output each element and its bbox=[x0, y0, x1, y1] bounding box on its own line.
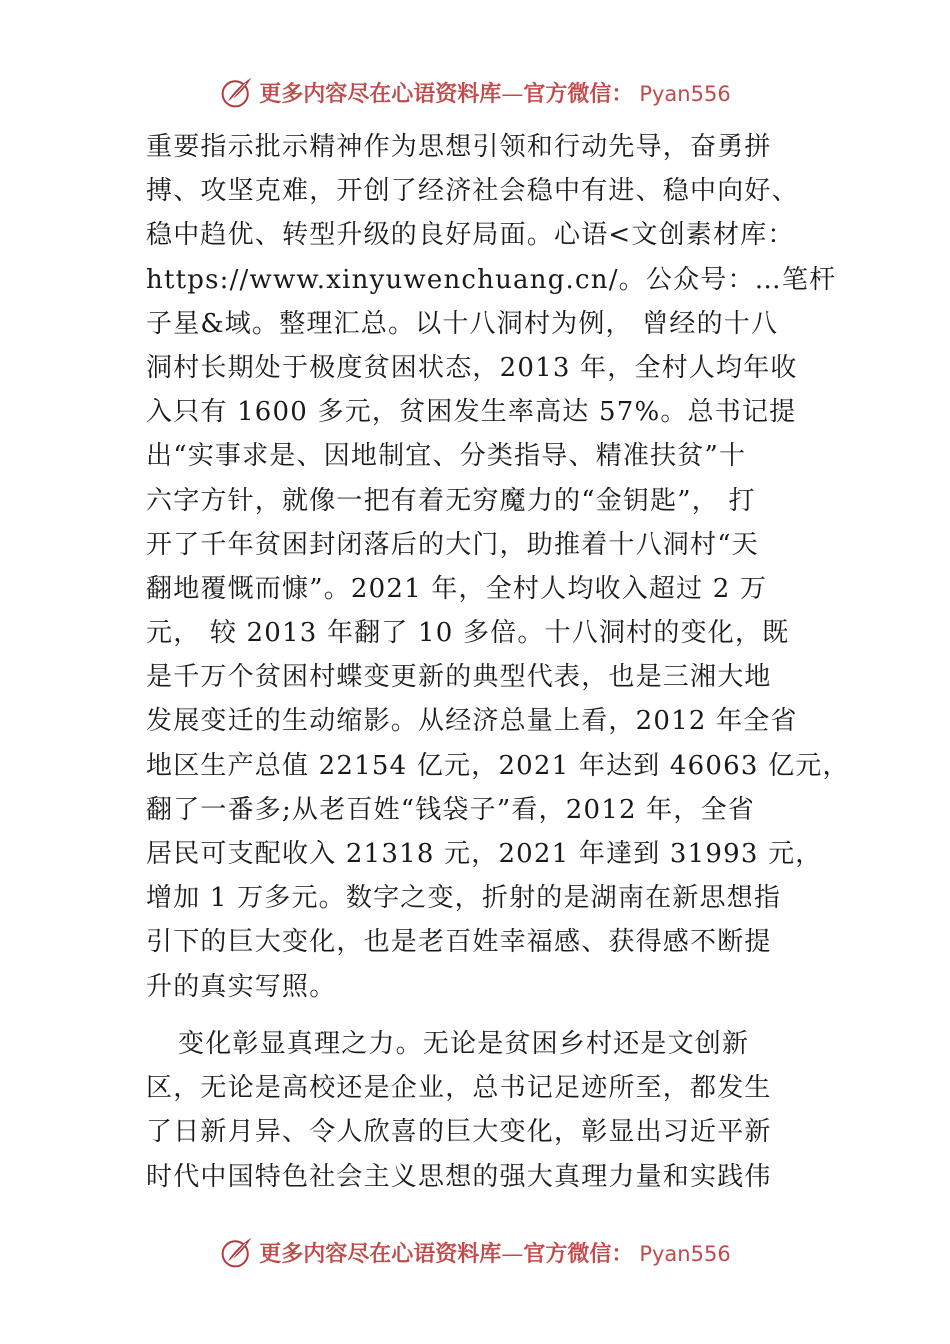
text-line: 了日新月异、令人欣喜的巨大变化，彰显出习近平新 bbox=[146, 1117, 772, 1148]
text-line: 是千万个贫困村蝶变更新的典型代表，也是三湘大地 bbox=[146, 662, 772, 693]
header-watermark bbox=[0, 70, 950, 114]
watermark-wechat-label: 官方微信： bbox=[523, 80, 634, 107]
text-line: 居民可支配收入 21318 元，2021 年達到 31993 元， bbox=[146, 839, 823, 869]
watermark-wechat-id: Pyan556 bbox=[639, 81, 731, 106]
watermark-wechat-id: Pyan556 bbox=[639, 1241, 731, 1266]
paragraph-1 bbox=[146, 125, 850, 1009]
watermark-text bbox=[259, 1237, 730, 1268]
text-line: 搏、攻坚克难，开创了经济社会稳中有进、稳中向好、 bbox=[146, 176, 799, 207]
watermark-dash: — bbox=[501, 1241, 524, 1267]
paragraph-2 bbox=[146, 1022, 846, 1199]
footer-watermark bbox=[0, 1230, 950, 1274]
text-line: 入只有 1600 多元，贫困发生率高达 57%。总书记提 bbox=[146, 397, 797, 428]
text-line: 子星&域。整理汇总。以十八洞村为例， 曾经的十八 bbox=[146, 308, 779, 339]
text-line: 元， 较 2013 年翻了 10 多倍。十八洞村的变化，既 bbox=[146, 618, 790, 649]
text-line: 地区生产总值 22154 亿元，2021 年达到 46063 亿元， bbox=[146, 750, 850, 781]
text-line: 六字方针，就像一把有着无穷魔力的“金钥匙”， 打 bbox=[146, 485, 756, 516]
text-line: 重要指示批示精神作为思想引领和行动先导，奋勇拼 bbox=[146, 132, 772, 162]
text-line: 区，无论是高校还是企业，总书记足迹所至，都发生 bbox=[146, 1073, 772, 1104]
watermark-text bbox=[259, 77, 730, 108]
text-line: 发展变迁的生动缩影。从经济总量上看，2012 年全省 bbox=[146, 706, 798, 737]
text-line: 引下的巨大变化，也是老百姓幸福感、获得感不断提 bbox=[146, 927, 772, 958]
text-line: 变化彰显真理之力。无论是贫困乡村还是文创新 bbox=[178, 1029, 750, 1059]
text-line: 出“实事求是、因地制宜、分类指导、精准扶贫”十 bbox=[146, 441, 747, 472]
feather-logo-icon bbox=[219, 74, 255, 110]
watermark-site: 更多内容尽在心语资料库 bbox=[259, 80, 502, 107]
text-line: https://www.xinyuwenchuang.cn/。公众号：…笔杆 bbox=[146, 264, 837, 295]
feather-logo-icon bbox=[219, 1234, 255, 1270]
text-line: 升的真实写照。 bbox=[146, 971, 337, 1002]
text-line: 时代中国特色社会主义思想的强大真理力量和实践伟 bbox=[146, 1161, 772, 1192]
watermark-wechat-label: 官方微信： bbox=[523, 1240, 634, 1267]
text-line: 洞村长期处于极度贫困状态，2013 年，全村人均年收 bbox=[146, 352, 798, 383]
text-line: 开了千年贫困封闭落后的大门，助推着十八洞村“天 bbox=[146, 529, 759, 560]
text-line: 增加 1 万多元。数字之变，折射的是湖南在新思想指 bbox=[146, 883, 782, 914]
text-line: 稳中趋优、转型升级的良好局面。心语<文创素材库： bbox=[146, 220, 795, 251]
text-line: 翻地覆慨而慷”。2021 年，全村人均收入超过 2 万 bbox=[146, 573, 768, 604]
watermark-dash: — bbox=[501, 81, 524, 107]
text-line: 翻了一番多;从老百姓“钱袋子”看，2012 年，全省 bbox=[146, 794, 755, 825]
watermark-site: 更多内容尽在心语资料库 bbox=[259, 1240, 502, 1267]
